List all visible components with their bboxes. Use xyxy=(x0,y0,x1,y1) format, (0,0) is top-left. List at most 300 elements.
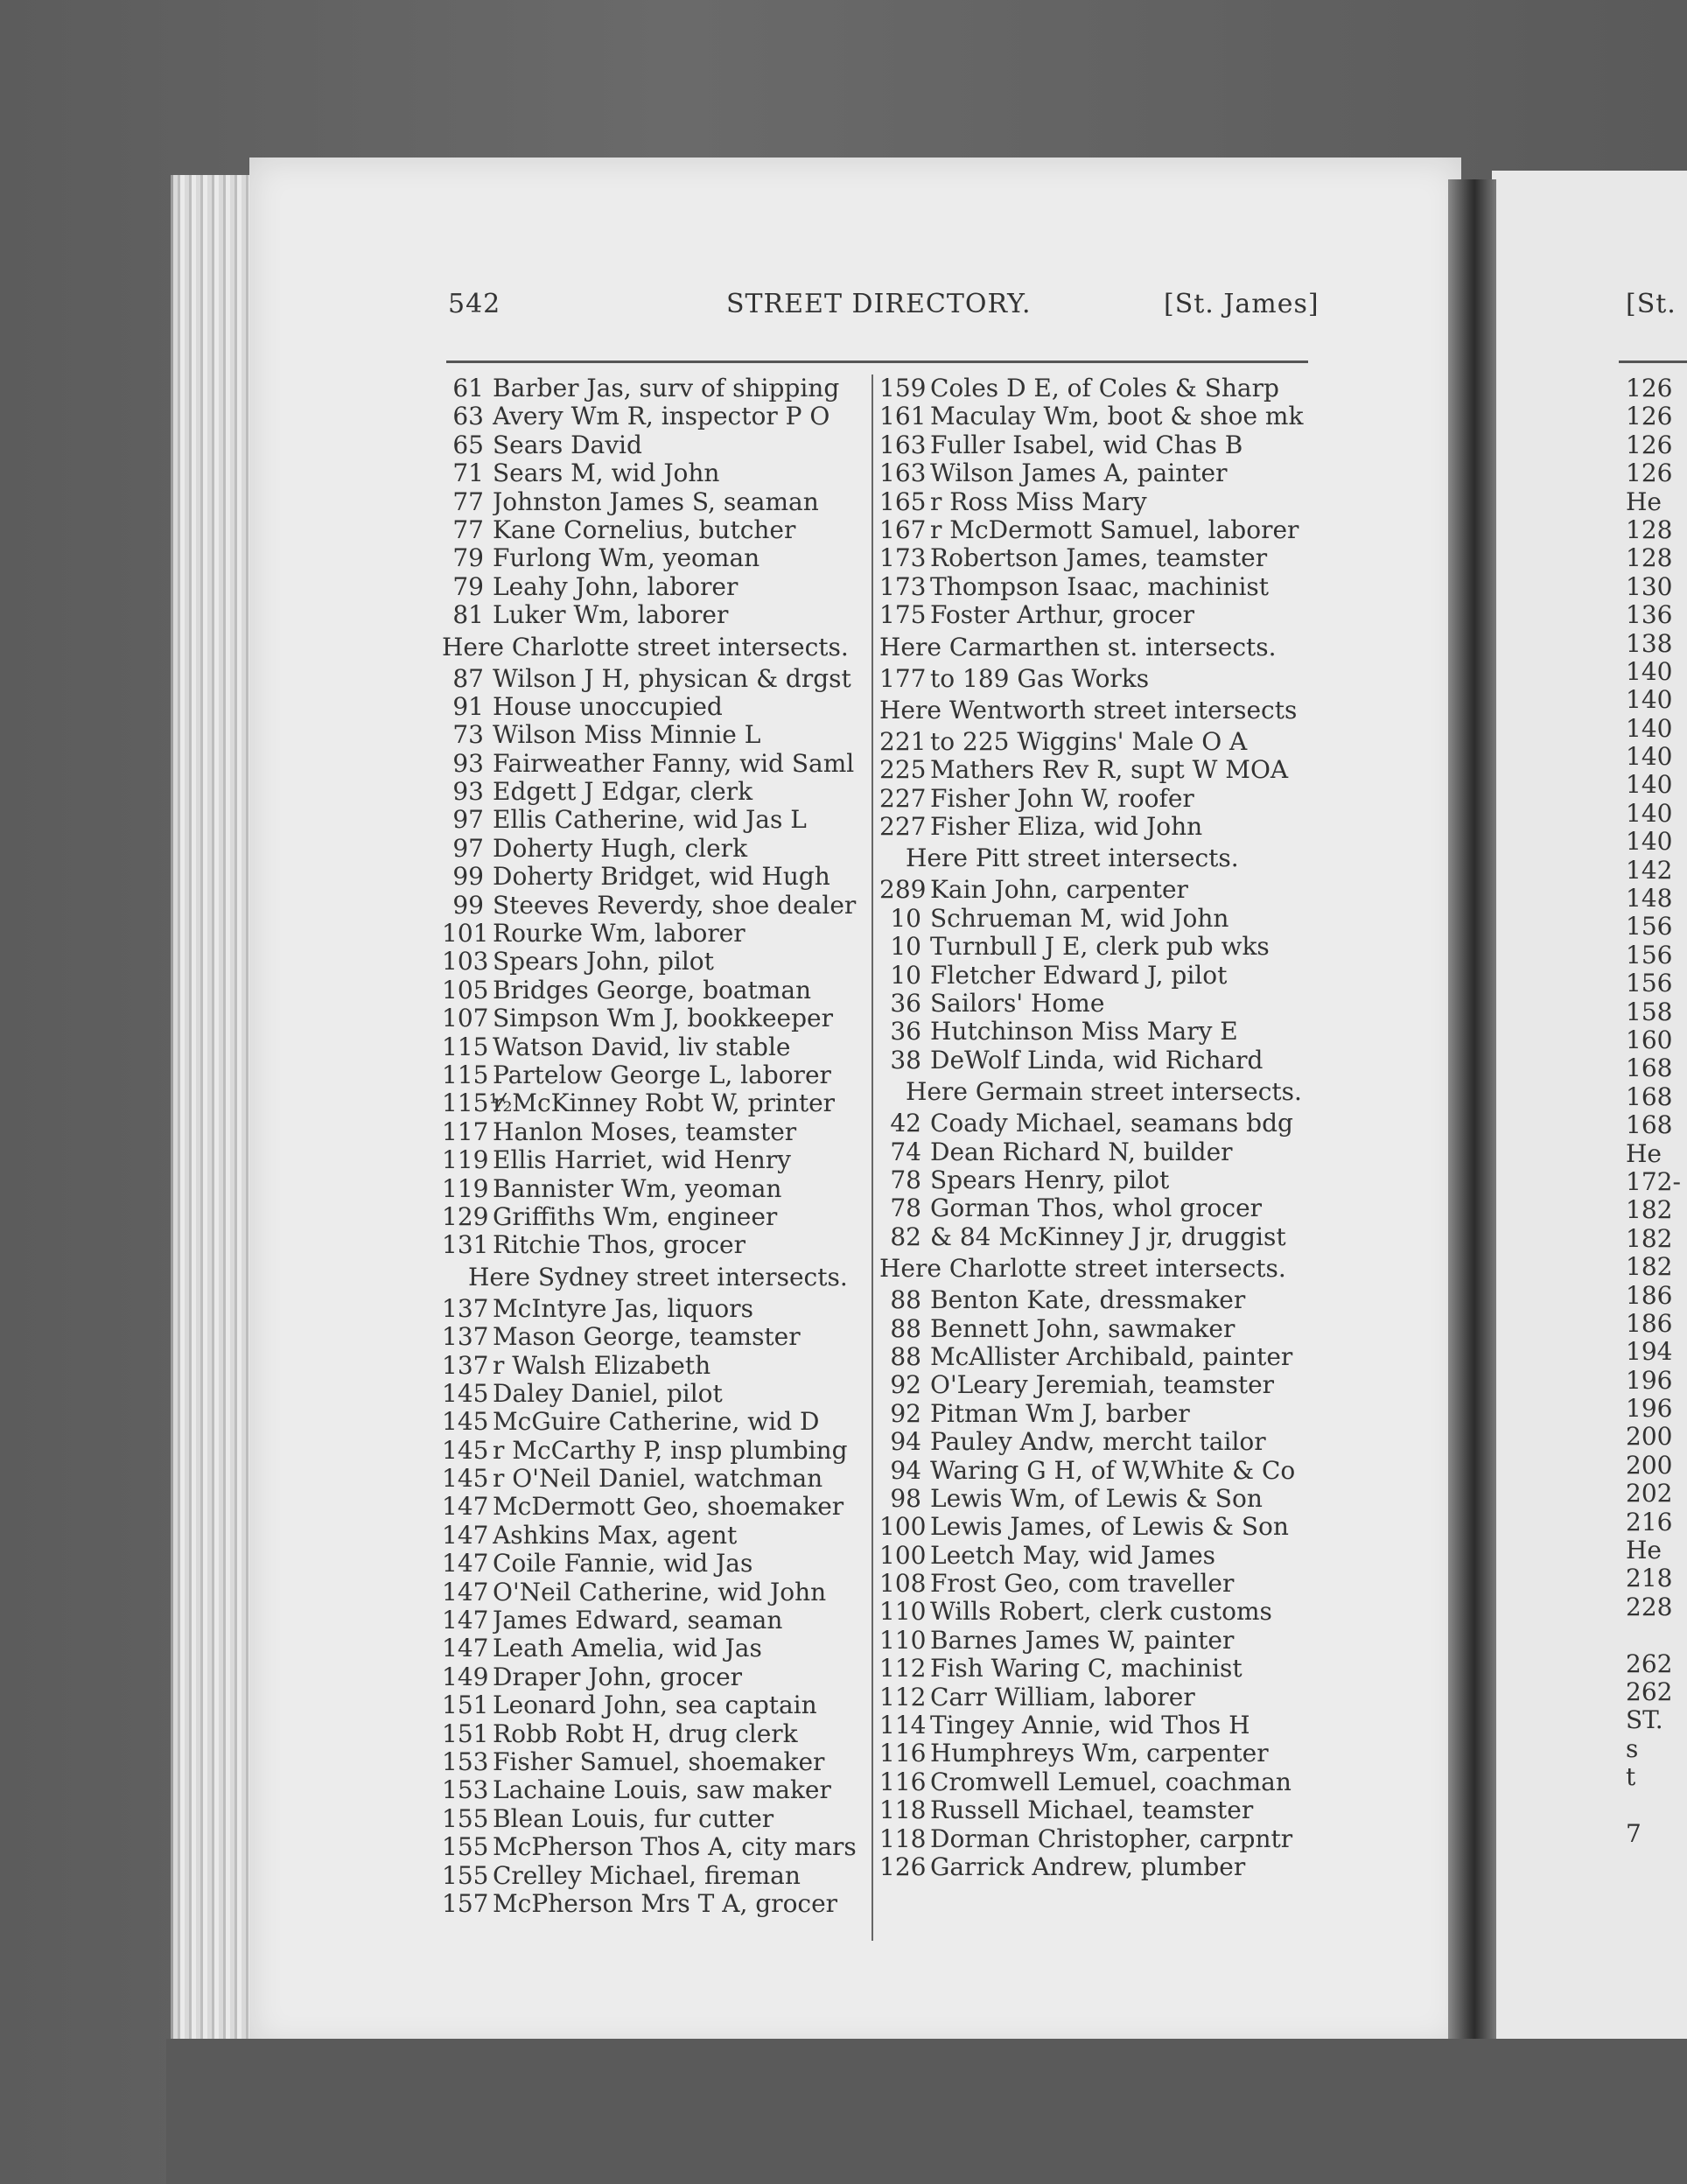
directory-entry xyxy=(879,601,1312,629)
directory-entry xyxy=(879,431,1312,459)
right-page-fragment: 140 xyxy=(1626,713,1673,743)
resident-entry: Humphreys Wm, carpenter xyxy=(930,1740,1269,1768)
right-page-fragment: 168 xyxy=(1626,1110,1673,1140)
resident-entry: Wills Robert, clerk customs xyxy=(930,1598,1272,1627)
directory-entry xyxy=(442,1606,871,1634)
resident-entry: Bannister Wm, yeoman xyxy=(493,1174,782,1203)
directory-entry xyxy=(879,905,1312,933)
house-number: 173 xyxy=(879,571,927,601)
house-number: 77 xyxy=(452,514,484,544)
directory-entry xyxy=(442,544,871,572)
directory-entry xyxy=(879,813,1312,841)
house-number: 92 xyxy=(890,1370,921,1400)
resident-entry: McPherson Thos A, city mars xyxy=(493,1833,857,1862)
resident-entry: Spears John, pilot xyxy=(493,948,714,976)
directory-entry xyxy=(442,1776,871,1804)
directory-entry xyxy=(442,693,871,721)
page-title: STREET DIRECTORY. xyxy=(726,289,1032,319)
directory-entry xyxy=(442,976,871,1004)
right-page-fragment: 160 xyxy=(1626,1025,1673,1054)
house-number: 99 xyxy=(452,890,484,920)
directory-entry xyxy=(879,728,1312,756)
directory-entry xyxy=(879,1428,1312,1456)
directory-entry xyxy=(442,892,871,920)
section-label: [St. James] xyxy=(1164,289,1320,319)
directory-entry xyxy=(442,374,871,402)
right-page-fragment: 128 xyxy=(1626,543,1673,573)
directory-entry xyxy=(879,1853,1312,1881)
directory-entry xyxy=(879,962,1312,990)
house-number: 161 xyxy=(879,402,927,431)
resident-entry: McDermott Geo, shoemaker xyxy=(493,1493,844,1522)
resident-entry: Bennett John, sawmaker xyxy=(930,1314,1236,1343)
resident-entry: r McCarthy P, insp plumbing xyxy=(493,1436,848,1465)
right-page-fragment: 262 xyxy=(1626,1648,1673,1678)
directory-entry xyxy=(442,1748,871,1776)
directory-entry xyxy=(879,876,1312,904)
house-number: 159 xyxy=(879,374,927,402)
right-page-fragment: 172- xyxy=(1626,1166,1681,1196)
right-page-fragment: 194 xyxy=(1626,1337,1673,1367)
resident-entry: Hutchinson Miss Mary E xyxy=(930,1018,1238,1046)
intersection-heading: Here Pitt street intersects. xyxy=(906,844,1239,873)
house-number: 221 xyxy=(879,726,927,756)
resident-entry: James Edward, seaman xyxy=(493,1606,783,1635)
resident-entry: McIntyre Jas, liquors xyxy=(493,1294,753,1323)
directory-entry xyxy=(442,402,871,430)
resident-entry: Hanlon Moses, teamster xyxy=(493,1117,797,1146)
resident-entry: Furlong Wm, yeoman xyxy=(493,544,760,573)
house-number: 147 xyxy=(442,1549,489,1578)
house-number: 93 xyxy=(452,777,484,807)
house-number: 225 xyxy=(879,755,927,785)
page-header xyxy=(0,289,1687,341)
next-page-section-label: [St. xyxy=(1626,289,1676,319)
directory-entry xyxy=(879,665,1312,693)
resident-entry: Kain John, carpenter xyxy=(930,876,1188,905)
house-number: 112 xyxy=(879,1654,927,1684)
house-number: 155 xyxy=(442,1832,489,1862)
house-number: 131 xyxy=(442,1230,489,1260)
house-number: 155 xyxy=(442,1803,489,1833)
resident-entry: Doherty Bridget, wid Hugh xyxy=(493,863,830,892)
right-page-fragment: 156 xyxy=(1626,969,1673,998)
house-number: 36 xyxy=(890,989,921,1018)
resident-entry: r Ross Miss Mary xyxy=(930,487,1147,516)
right-page-fragment xyxy=(1626,1792,1687,1820)
resident-entry: Maculay Wm, boot & shoe mk xyxy=(930,402,1304,431)
intersection-heading: Here Germain street intersects. xyxy=(906,1077,1302,1107)
house-number: 112 xyxy=(879,1682,927,1712)
house-number: 115½ xyxy=(442,1088,513,1118)
house-number: 10 xyxy=(890,903,921,933)
resident-entry: Wilson J H, physican & drgst xyxy=(493,664,851,693)
house-number: 97 xyxy=(452,805,484,835)
right-page-fragment: 142 xyxy=(1626,855,1673,885)
right-page-fragment: 148 xyxy=(1626,884,1673,914)
directory-entry xyxy=(442,1118,871,1146)
directory-entry xyxy=(442,459,871,487)
right-page-fragment: He xyxy=(1626,1536,1662,1565)
resident-entry: Benton Kate, dressmaker xyxy=(930,1286,1246,1315)
resident-entry: Partelow George L, laborer xyxy=(493,1060,831,1089)
directory-entry xyxy=(442,1493,871,1521)
directory-entry xyxy=(442,1033,871,1061)
house-number: 108 xyxy=(879,1569,927,1599)
resident-entry: Rourke Wm, laborer xyxy=(493,920,746,948)
directory-entry xyxy=(442,1691,871,1719)
directory-entry xyxy=(442,601,871,629)
resident-entry: Blean Louis, fur cutter xyxy=(493,1804,774,1833)
resident-entry: Wilson James A, painter xyxy=(930,459,1228,488)
right-page-fragment: 138 xyxy=(1626,628,1673,658)
right-page-fragment: 126 xyxy=(1626,458,1673,488)
header-rule-right-page xyxy=(1619,360,1687,363)
directory-entry xyxy=(442,431,871,459)
resident-entry: Ritchie Thos, grocer xyxy=(493,1231,746,1260)
directory-entry xyxy=(879,1684,1312,1712)
resident-entry: Dean Richard N, builder xyxy=(930,1138,1233,1166)
resident-entry: r Walsh Elizabeth xyxy=(493,1351,711,1380)
resident-entry: Leahy John, laborer xyxy=(493,572,738,601)
house-number: 94 xyxy=(890,1455,921,1485)
house-number: 137 xyxy=(442,1322,489,1352)
house-number: 92 xyxy=(890,1398,921,1428)
resident-entry: Fish Waring C, machinist xyxy=(930,1655,1242,1684)
house-number: 145 xyxy=(442,1407,489,1437)
page-number: 542 xyxy=(448,289,501,319)
house-number: 119 xyxy=(442,1173,489,1203)
right-page-fragment: 7 xyxy=(1626,1818,1642,1848)
directory-entry xyxy=(879,1286,1312,1314)
directory-entry xyxy=(442,1465,871,1493)
directory-entry xyxy=(879,1712,1312,1740)
directory-entry xyxy=(879,1627,1312,1655)
directory-entry xyxy=(879,1371,1312,1399)
resident-entry: Thompson Isaac, machinist xyxy=(930,572,1270,601)
resident-entry: Spears Henry, pilot xyxy=(930,1166,1170,1194)
house-number: 98 xyxy=(890,1483,921,1513)
house-number: 93 xyxy=(452,748,484,778)
resident-entry: Barnes James W, painter xyxy=(930,1626,1235,1655)
resident-entry: Garrick Andrew, plumber xyxy=(930,1852,1246,1881)
directory-entry xyxy=(442,778,871,806)
directory-entry xyxy=(442,1890,871,1918)
resident-entry: Frost Geo, com traveller xyxy=(930,1570,1235,1599)
right-page-fragment: 218 xyxy=(1626,1564,1673,1593)
resident-entry: McGuire Catherine, wid D xyxy=(493,1408,820,1437)
directory-entry xyxy=(879,1796,1312,1824)
right-page-fragment: 196 xyxy=(1626,1394,1673,1424)
house-number: 91 xyxy=(452,691,484,721)
resident-entry: Fisher Samuel, shoemaker xyxy=(493,1747,825,1776)
right-page-fragment: He xyxy=(1626,486,1662,516)
directory-entry xyxy=(879,1570,1312,1598)
house-number: 145 xyxy=(442,1378,489,1408)
resident-entry: Russell Michael, teamster xyxy=(930,1796,1254,1825)
directory-entry xyxy=(442,1061,871,1089)
resident-entry: Leetch May, wid James xyxy=(930,1541,1216,1570)
directory-entry xyxy=(442,1146,871,1174)
resident-entry: & 84 McKinney J jr, druggist xyxy=(930,1222,1286,1251)
house-number: 110 xyxy=(879,1597,927,1627)
right-page-fragment: 216 xyxy=(1626,1507,1673,1536)
house-number: 151 xyxy=(442,1690,489,1720)
right-page-fragment: s xyxy=(1626,1733,1639,1763)
house-number: 173 xyxy=(879,543,927,573)
directory-entry xyxy=(879,1343,1312,1371)
book-gutter xyxy=(1448,179,1496,2061)
directory-entry xyxy=(879,1768,1312,1796)
resident-entry: Tingey Annie, wid Thos H xyxy=(930,1712,1250,1740)
right-page-fragment: 140 xyxy=(1626,770,1673,800)
right-page-fragment: 140 xyxy=(1626,798,1673,828)
directory-entry xyxy=(879,374,1312,402)
resident-entry: r O'Neil Daniel, watchman xyxy=(493,1465,823,1494)
resident-entry: Mathers Rev R, supt W MOA xyxy=(930,756,1289,785)
resident-entry: Ashkins Max, agent xyxy=(493,1521,738,1550)
resident-entry: Pauley Andw, mercht tailor xyxy=(930,1428,1266,1457)
resident-entry: Edgett J Edgar, clerk xyxy=(493,778,753,807)
house-number: 227 xyxy=(879,783,927,813)
right-page-fragment: 186 xyxy=(1626,1308,1673,1338)
header-rule xyxy=(446,360,1308,363)
right-page-fragment: 202 xyxy=(1626,1479,1673,1508)
directory-entry xyxy=(879,933,1312,961)
intersection-heading: Here Carmarthen st. intersects. xyxy=(879,632,1277,662)
house-number: 165 xyxy=(879,486,927,516)
house-number: 101 xyxy=(442,919,489,948)
resident-entry: Pitman Wm J, barber xyxy=(930,1399,1190,1428)
right-page-fragment: 186 xyxy=(1626,1280,1673,1310)
directory-entry xyxy=(442,1352,871,1380)
directory-entry xyxy=(879,516,1312,544)
resident-entry: Crelley Michael, fireman xyxy=(493,1861,801,1890)
house-number: 157 xyxy=(442,1888,489,1918)
resident-entry: to 225 Wiggins' Male O A xyxy=(930,727,1248,756)
directory-entry xyxy=(442,1004,871,1032)
resident-entry: Gorman Thos, whol grocer xyxy=(930,1194,1263,1223)
right-page-fragment: 126 xyxy=(1626,374,1673,402)
resident-entry: Sears David xyxy=(493,430,642,459)
house-number: 118 xyxy=(879,1796,927,1825)
right-page-fragment: 126 xyxy=(1626,402,1673,431)
house-number: 147 xyxy=(442,1577,489,1606)
directory-entry xyxy=(879,990,1312,1018)
directory-entry xyxy=(442,1175,871,1203)
house-number: 117 xyxy=(442,1116,489,1146)
directory-entry xyxy=(442,1089,871,1117)
house-number: 79 xyxy=(452,571,484,601)
right-page-fragment: 200 xyxy=(1626,1450,1673,1480)
resident-entry: O'Neil Catherine, wid John xyxy=(493,1578,827,1606)
right-page-fragment: 228 xyxy=(1626,1592,1673,1621)
house-number: 100 xyxy=(879,1512,927,1542)
house-number: 147 xyxy=(442,1492,489,1522)
house-number: 107 xyxy=(442,1004,489,1033)
directory-entry xyxy=(442,1862,871,1890)
right-page-fragment: 126 xyxy=(1626,430,1673,459)
resident-entry: Fisher Eliza, wid John xyxy=(930,813,1203,842)
resident-entry: House unoccupied xyxy=(493,692,723,721)
directory-entry xyxy=(879,1825,1312,1853)
house-number: 110 xyxy=(879,1625,927,1655)
resident-entry: Draper John, grocer xyxy=(493,1662,743,1691)
right-page-fragment: 262 xyxy=(1626,1676,1673,1706)
resident-entry: Lewis Wm, of Lewis & Son xyxy=(930,1484,1263,1513)
house-number: 147 xyxy=(442,1520,489,1550)
intersection-heading: Here Charlotte street intersects. xyxy=(442,632,849,662)
right-page-fragment: 200 xyxy=(1626,1422,1673,1452)
directory-entry xyxy=(879,1542,1312,1570)
directory-entry xyxy=(442,1203,871,1231)
directory-entry xyxy=(879,1740,1312,1768)
resident-entry: Sears M, wid John xyxy=(493,459,720,488)
resident-entry: Kane Cornelius, butcher xyxy=(493,515,796,544)
directory-entry xyxy=(442,1231,871,1259)
resident-entry: r McDermott Samuel, laborer xyxy=(930,515,1299,544)
directory-entry xyxy=(879,573,1312,601)
directory-entry xyxy=(442,863,871,891)
right-page-fragment: 158 xyxy=(1626,997,1673,1026)
resident-entry: DeWolf Linda, wid Richard xyxy=(930,1046,1264,1074)
resident-entry: Waring G H, of W,White & Co xyxy=(930,1456,1296,1485)
directory-entry xyxy=(879,1223,1312,1251)
house-number: 79 xyxy=(452,543,484,573)
directory-entry xyxy=(442,1295,871,1323)
directory-entry xyxy=(442,1805,871,1833)
house-number: 88 xyxy=(890,1313,921,1343)
directory-entry xyxy=(442,1437,871,1465)
directory-entry xyxy=(879,1598,1312,1626)
right-page-fragment: ST. xyxy=(1626,1705,1663,1735)
right-page-fragment: 156 xyxy=(1626,940,1673,970)
house-number: 115 xyxy=(442,1032,489,1061)
resident-entry: Steeves Reverdy, shoe dealer xyxy=(493,891,857,920)
right-page-fragment: 182 xyxy=(1626,1195,1673,1225)
house-number: 100 xyxy=(879,1540,927,1570)
directory-entry xyxy=(442,1833,871,1861)
resident-entry: Coles D E, of Coles & Sharp xyxy=(930,374,1279,402)
right-page-column xyxy=(1626,374,1687,1848)
resident-entry: Robertson James, teamster xyxy=(930,544,1268,573)
directory-entry xyxy=(442,1663,871,1691)
house-number: 105 xyxy=(442,975,489,1004)
directory-entry xyxy=(879,1400,1312,1428)
resident-entry: Lachaine Louis, saw maker xyxy=(493,1776,831,1805)
directory-entry xyxy=(442,573,871,601)
directory-entry xyxy=(879,756,1312,784)
house-number: 155 xyxy=(442,1860,489,1890)
directory-entry xyxy=(879,459,1312,487)
resident-entry: Dorman Christopher, carpntr xyxy=(930,1824,1293,1853)
house-number: 65 xyxy=(452,430,484,459)
intersection-heading: Here Wentworth street intersects xyxy=(879,695,1298,724)
right-page-fragment: 156 xyxy=(1626,912,1673,942)
resident-entry: O'Leary Jeremiah, teamster xyxy=(930,1371,1275,1400)
house-number: 149 xyxy=(442,1662,489,1691)
resident-entry: Robb Robt H, drug clerk xyxy=(493,1719,798,1748)
resident-entry: Fletcher Edward J, pilot xyxy=(930,961,1228,990)
directory-entry xyxy=(879,544,1312,572)
directory-entry xyxy=(879,1018,1312,1046)
right-page-fragment: 140 xyxy=(1626,685,1673,715)
house-number: 103 xyxy=(442,947,489,976)
house-number: 163 xyxy=(879,458,927,488)
resident-entry: Watson David, liv stable xyxy=(493,1032,791,1061)
right-page-fragment: 128 xyxy=(1626,514,1673,544)
directory-entry xyxy=(442,920,871,948)
house-number: 10 xyxy=(890,932,921,962)
resident-entry: Leonard John, sea captain xyxy=(493,1691,817,1720)
resident-entry: Coile Fannie, wid Jas xyxy=(493,1550,753,1578)
directory-entry xyxy=(442,1578,871,1606)
resident-entry: Avery Wm R, inspector P O xyxy=(493,402,830,431)
resident-entry: Carr William, laborer xyxy=(930,1683,1195,1712)
directory-entry xyxy=(442,1634,871,1662)
resident-entry: to 189 Gas Works xyxy=(930,664,1150,693)
house-number: 119 xyxy=(442,1145,489,1175)
directory-entry xyxy=(879,785,1312,813)
house-number: 73 xyxy=(452,720,484,750)
resident-entry: Leath Amelia, wid Jas xyxy=(493,1634,762,1663)
house-number: 88 xyxy=(890,1341,921,1371)
right-page-fragment xyxy=(1626,1621,1687,1649)
house-number: 177 xyxy=(879,663,927,693)
resident-entry: Luker Wm, laborer xyxy=(493,601,729,630)
resident-entry: Bridges George, boatman xyxy=(493,976,812,1004)
resident-entry: Griffiths Wm, engineer xyxy=(493,1202,778,1231)
right-page-fragment: 140 xyxy=(1626,742,1673,772)
left-column xyxy=(442,374,871,1918)
house-number: 77 xyxy=(452,486,484,516)
house-number: 167 xyxy=(879,514,927,544)
right-page-fragment: 168 xyxy=(1626,1054,1673,1083)
resident-entry: Johnston James S, seaman xyxy=(493,487,819,516)
right-page-fragment: 182 xyxy=(1626,1223,1673,1253)
middle-column xyxy=(879,374,1312,1881)
directory-entry xyxy=(442,1522,871,1550)
right-page-fragment: 136 xyxy=(1626,600,1673,630)
resident-entry: Sailors' Home xyxy=(930,990,1105,1018)
directory-entry xyxy=(442,1380,871,1408)
resident-entry: Wilson Miss Minnie L xyxy=(493,721,761,750)
house-number: 10 xyxy=(890,960,921,990)
resident-entry: Doherty Hugh, clerk xyxy=(493,834,748,863)
scan-bottom xyxy=(166,2039,1687,2184)
directory-entry xyxy=(442,1720,871,1748)
house-number: 147 xyxy=(442,1606,489,1635)
house-number: 81 xyxy=(452,600,484,630)
resident-entry: Simpson Wm J, bookkeeper xyxy=(493,1004,833,1033)
house-number: 94 xyxy=(890,1427,921,1457)
house-number: 63 xyxy=(452,402,484,431)
house-number: 145 xyxy=(442,1464,489,1494)
directory-entry xyxy=(442,516,871,544)
directory-entry xyxy=(879,1046,1312,1074)
house-number: 97 xyxy=(452,833,484,863)
right-page-fragment: 182 xyxy=(1626,1252,1673,1282)
directory-entry xyxy=(442,1323,871,1351)
house-number: 151 xyxy=(442,1718,489,1748)
resident-entry: Foster Arthur, grocer xyxy=(930,601,1195,630)
directory-entry xyxy=(879,1513,1312,1541)
house-number: 163 xyxy=(879,430,927,459)
house-number: 71 xyxy=(452,458,484,488)
house-number: 38 xyxy=(890,1045,921,1074)
directory-entry xyxy=(879,1166,1312,1194)
directory-entry xyxy=(879,402,1312,430)
